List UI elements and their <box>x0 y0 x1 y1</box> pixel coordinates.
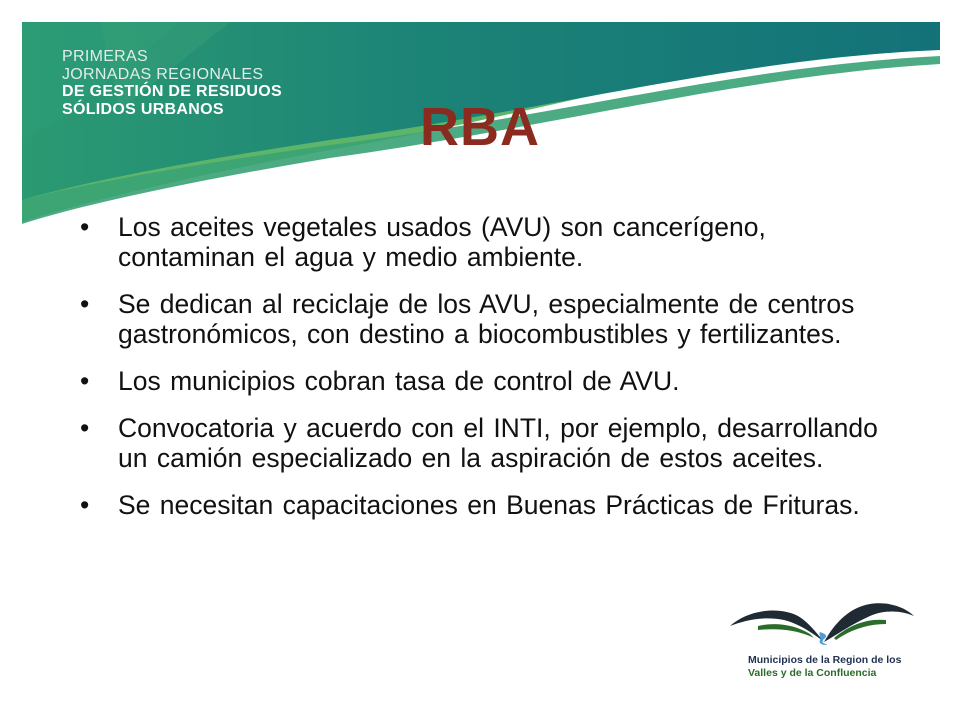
bullet-dot: • <box>80 490 90 520</box>
event-title-line4: SÓLIDOS URBANOS <box>62 100 224 118</box>
bullet-text: Los aceites vegetales usados (AVU) son cancerígeno, contaminan el agua y medio ambiente. <box>118 212 766 272</box>
bullet-item <box>78 413 878 473</box>
bullet-text: Se necesitan capacitaciones en Buenas Prácticas de Frituras. <box>118 490 860 520</box>
event-title-line1: PRIMERAS <box>62 48 148 65</box>
logo-text-line1: Municipios de la Region de los <box>748 654 902 666</box>
bullet-dot: • <box>80 289 90 319</box>
logo-text-line2: Valles y de la Confluencia <box>748 667 877 679</box>
slide-title: RBA <box>420 97 540 157</box>
municipalities-logo <box>728 598 928 688</box>
bullet-item <box>78 490 878 520</box>
bullet-item <box>78 212 878 272</box>
bullet-dot: • <box>80 366 90 396</box>
event-title-line3: DE GESTIÓN DE RESIDUOS <box>62 83 282 100</box>
event-title-line2: JORNADAS REGIONALES <box>62 65 264 83</box>
bullet-text: Los municipios cobran tasa de control de AVU. <box>118 366 680 396</box>
bullet-text: Se dedican al reciclaje de los AVU, especialmente de centros gastronómicos, con destino a biocombustibles y fertilizantes. <box>118 289 855 349</box>
bullet-item <box>78 366 878 396</box>
bullet-dot: • <box>80 212 90 242</box>
bullet-list <box>78 212 878 537</box>
mountains-river-icon <box>728 598 928 654</box>
bullet-dot: • <box>80 413 90 443</box>
bullet-item <box>78 289 878 349</box>
bullet-text: Convocatoria y acuerdo con el INTI, por ejemplo, desarrollando un camión especializado en la aspiración de estos aceites. <box>118 413 878 473</box>
